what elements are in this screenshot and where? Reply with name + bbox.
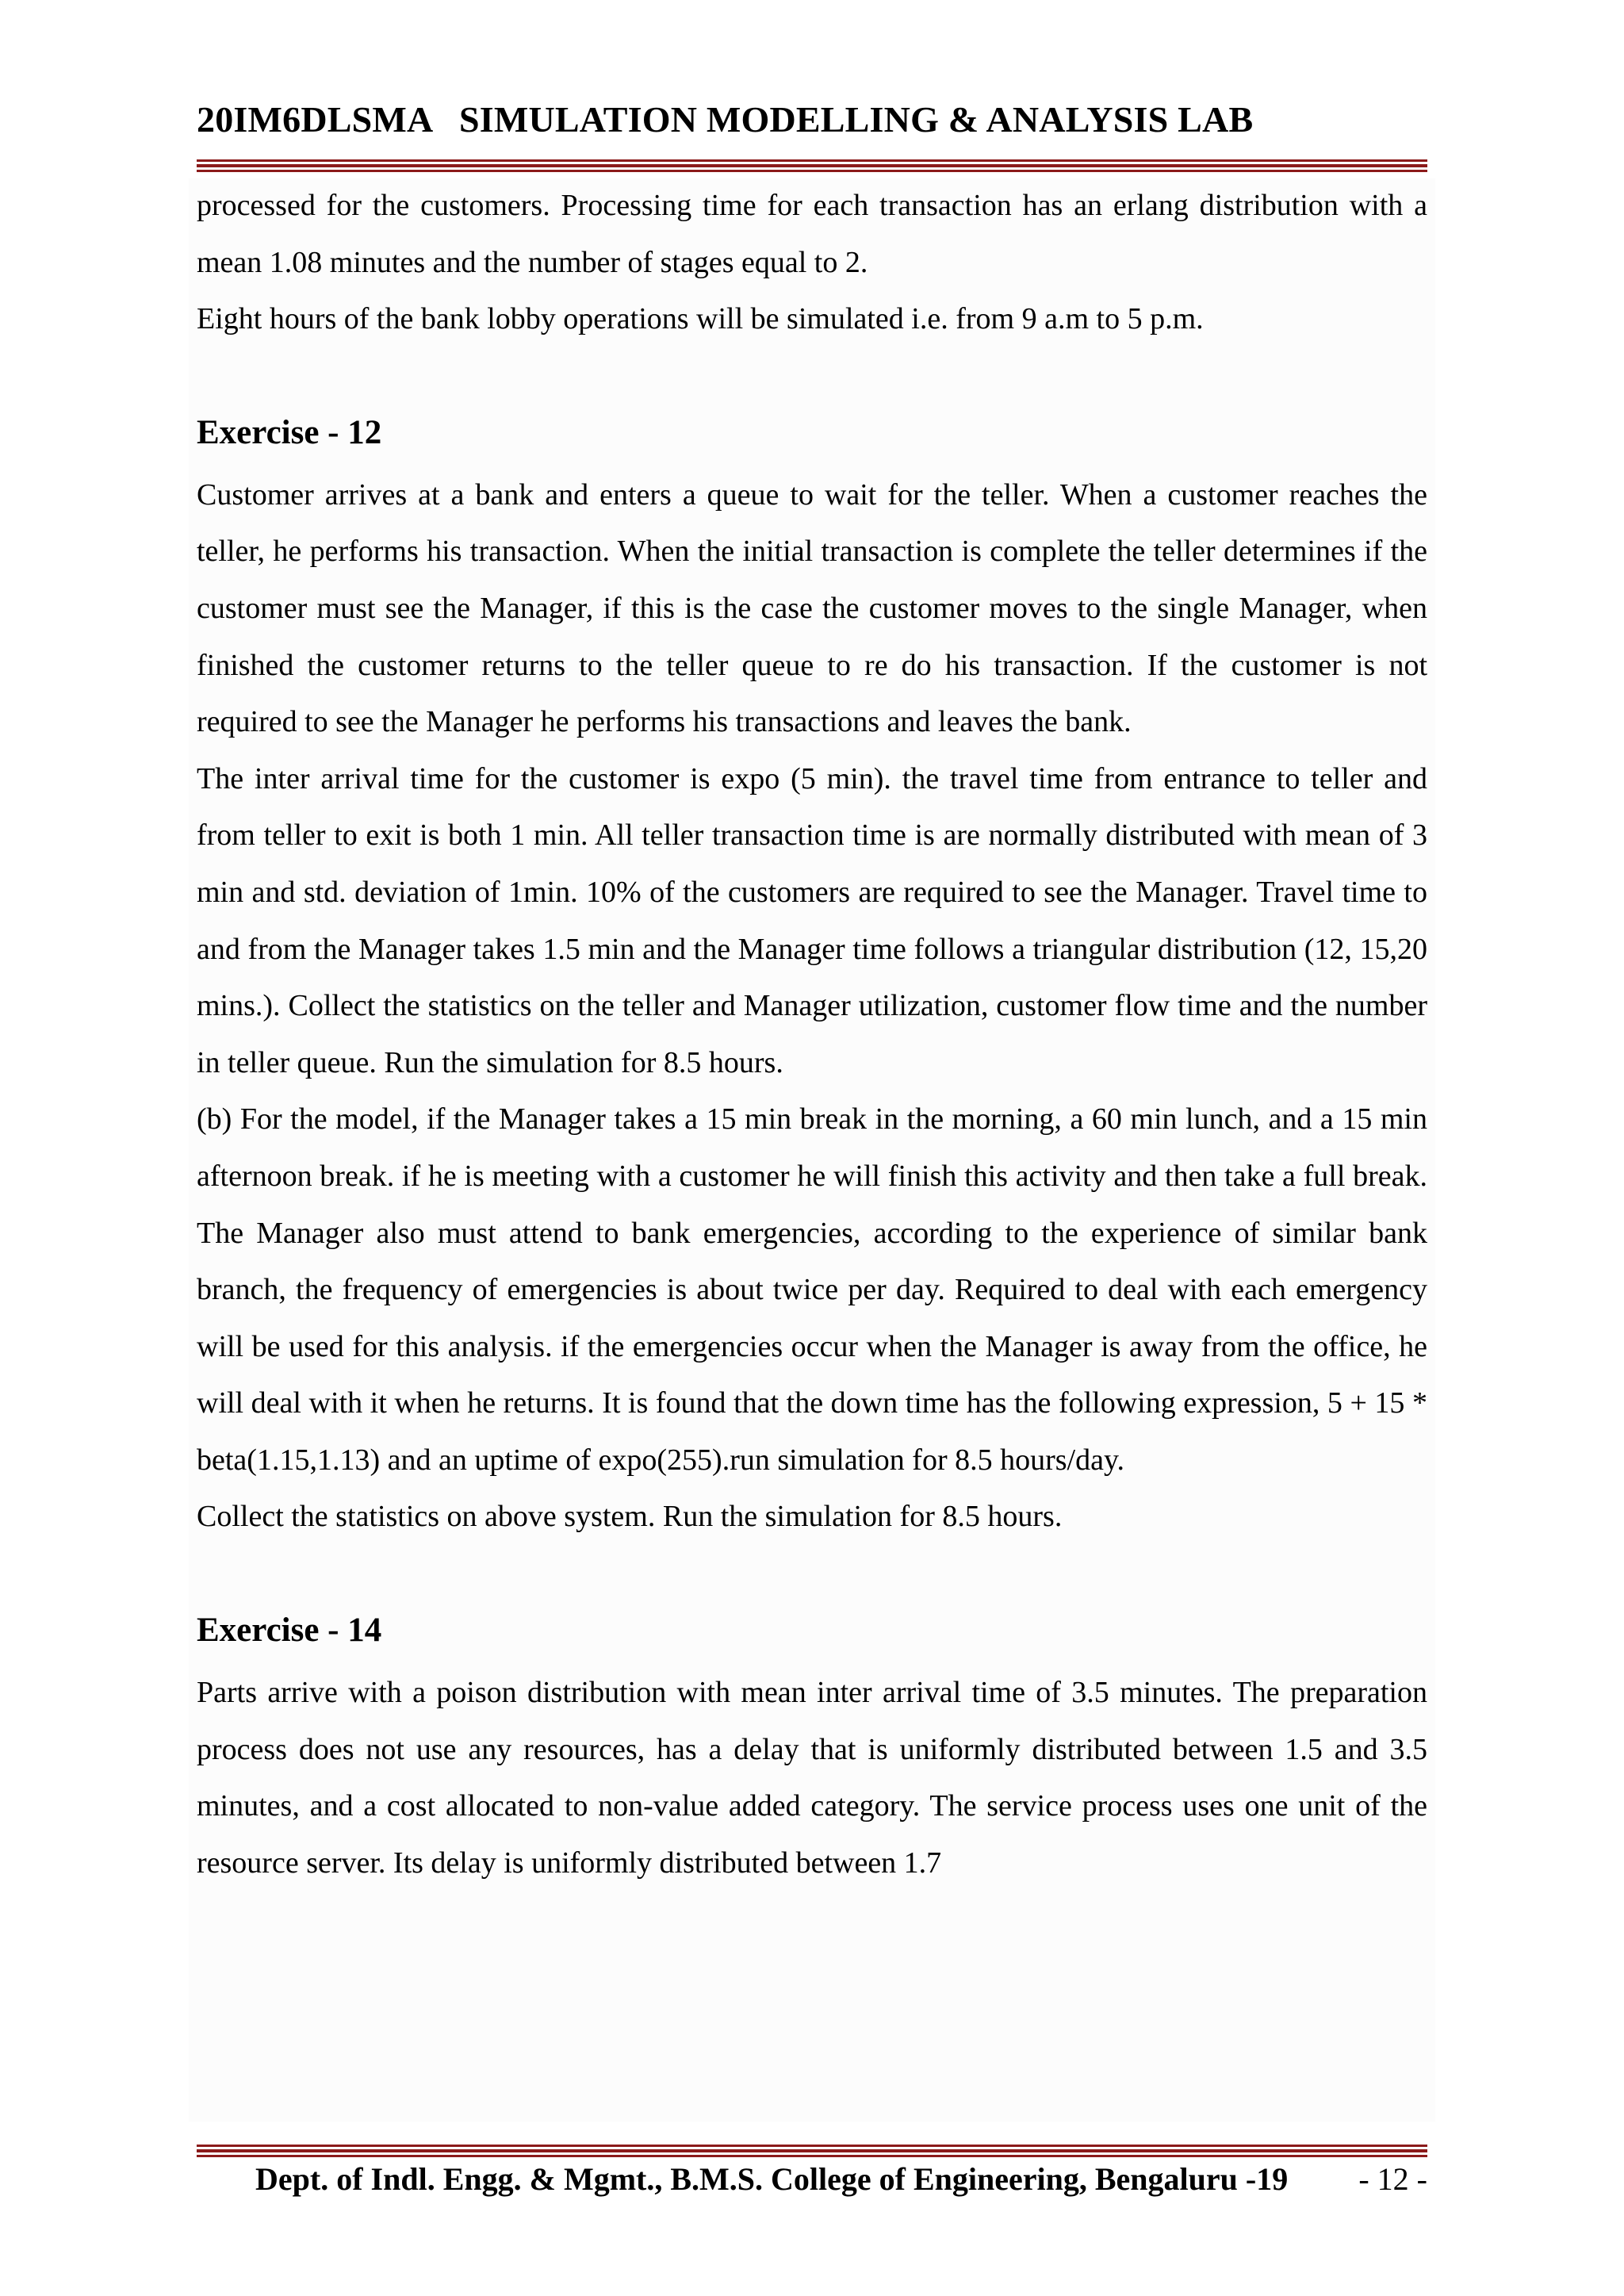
header-rule <box>197 159 1427 172</box>
intro-paragraph: Eight hours of the bank lobby operations will be simulated i.e. from 9 a.m to 5 p.m. <box>197 302 1204 336</box>
intro-paragraph: processed for the customers. Processing time for each transaction has an erlang distribution with a mean 1.08 minutes and the number of stages equal to 2. <box>197 189 1427 279</box>
exercise-14-heading: Exercise - 14 <box>197 1612 382 1650</box>
exercise-12-paragraph: The inter arrival time for the customer is expo (5 min). the travel time from entrance to teller and from teller to exit is both 1 min. All teller transaction time is are normally distributed with mean of 3 min and std. deviation of 1min. 10% of the customers are required to see the Manager. Travel time to and from the Manager takes 1.5 min and the Manager time follows a triangular distribution (12, 15,20 mins.). Collect the statistics on the teller and Manager utilization, customer flow time and the number in teller queue. Run the simulation for 8.5 hours. <box>197 761 1427 1079</box>
exercise-14-paragraph: Parts arrive with a poison distribution with mean inter arrival time of 3.5 minutes. The preparation process does not use any resources, has a delay that is uniformly distributed between 1.5 and 3.5 minutes, and a cost allocated to non-value added category. The service process uses one unit of the resource server. Its delay is uniformly distributed between 1.7 <box>197 1676 1427 1880</box>
exercise-12-heading: Exercise - 12 <box>197 413 382 451</box>
header-title: 20IM6DLSMA SIMULATION MODELLING & ANALYSIS LAB <box>197 99 1254 140</box>
section-spacer <box>197 348 1427 399</box>
exercise-12-paragraph: Collect the statistics on above system. Run the simulation for 8.5 hours. <box>197 1500 1063 1534</box>
footer-department: Dept. of Indl. Engg. & Mgmt., B.M.S. College of Engineering, Bengaluru -19 <box>255 2161 1289 2197</box>
exercise-12-paragraph: Customer arrives at a bank and enters a queue to wait for the teller. When a customer reaches the teller, he performs his transaction. When the initial transaction is complete the teller determines if the customer must see the Manager, if this is the case the customer moves to the single Manager, when finished the customer returns to the teller queue to re do his transaction. If the customer is not required to see the Manager he performs his transactions and leaves the bank. <box>197 477 1427 739</box>
section-spacer <box>197 1546 1427 1596</box>
page-content <box>197 178 1427 1892</box>
exercise-12-paragraph: (b) For the model, if the Manager takes a 15 min break in the morning, a 60 min lunch, and a 15 min afternoon break. if he is meeting with a customer he will finish this activity and then take a full break. The Manager also must attend to bank emergencies, according to the experience of similar bank branch, the frequency of emergencies is about twice per day. Required to deal with each emergency will be used for this analysis. if the emergencies occur when the Manager is away from the office, he will deal with it when he returns. It is found that the down time has the following expression, 5 + 15 * beta(1.15,1.13) and an uptime of expo(255).run simulation for 8.5 hours/day. <box>197 1102 1427 1477</box>
page-number: - 12 - <box>1358 2161 1427 2197</box>
page-header <box>197 95 1427 144</box>
